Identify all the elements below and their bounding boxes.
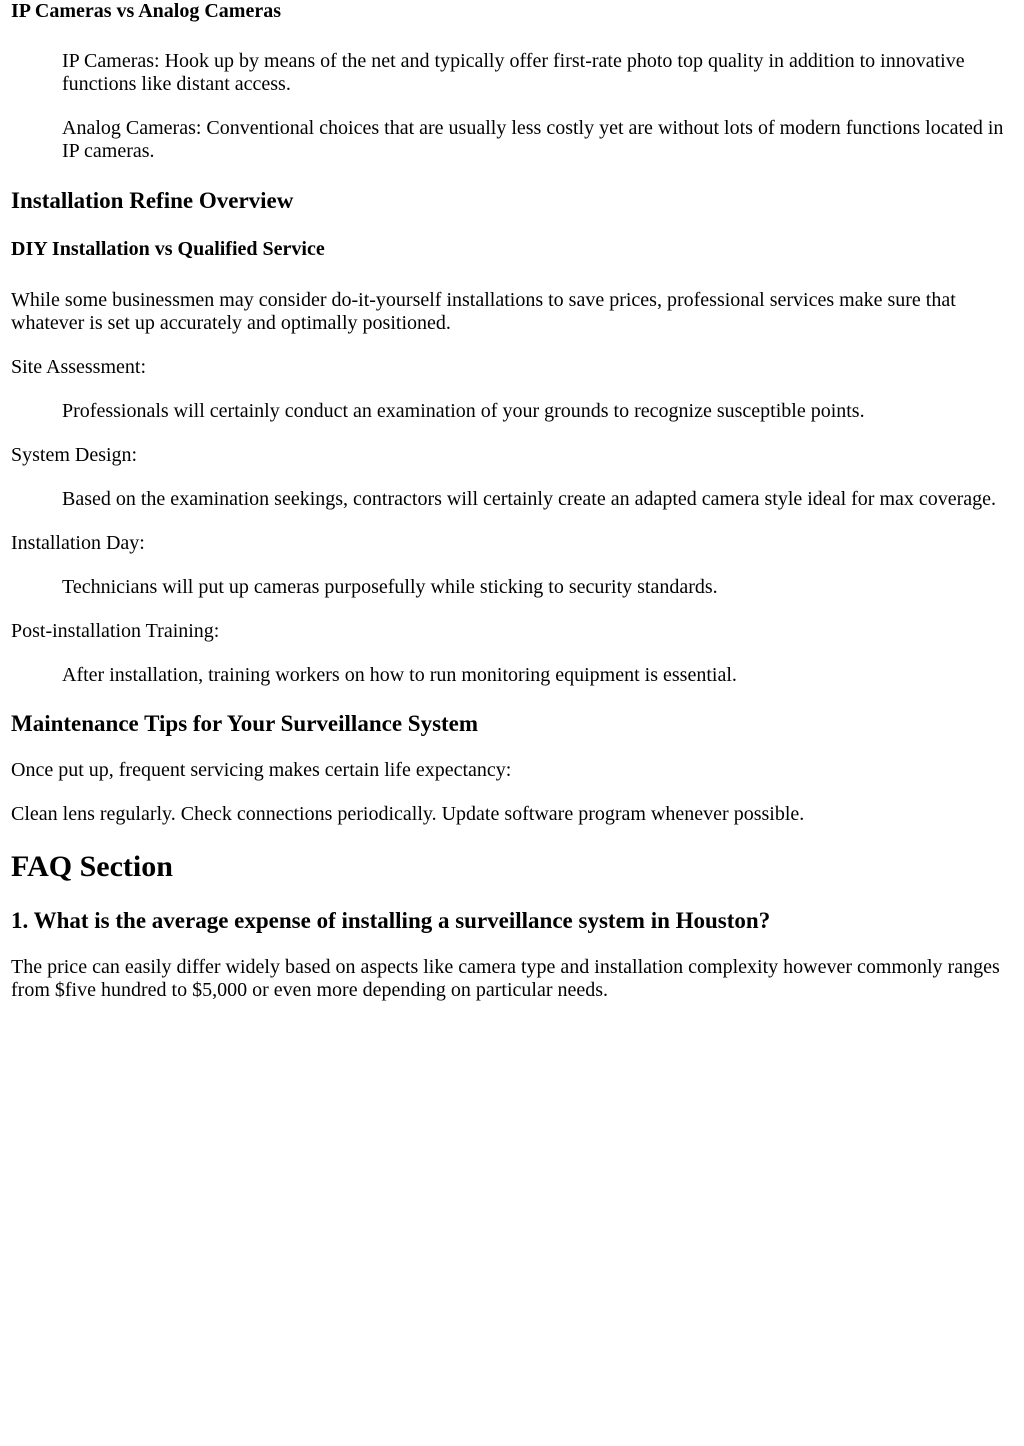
ip-cameras-item: IP Cameras: Hook up by means of the net and typically offer first-rate photo top quality in addition to innovative functions like distant access.: [62, 50, 965, 95]
installation-intro: While some businessmen may consider do-it-yourself installations to save prices, professional services make sure that whatever is set up accurately and optimally positioned.: [11, 289, 956, 334]
step-term-site-assessment: Site Assessment:: [11, 356, 147, 378]
maintenance-heading: Maintenance Tips for Your Surveillance System: [11, 711, 479, 736]
diy-vs-qualified-heading: DIY Installation vs Qualified Service: [11, 238, 325, 260]
faq-question-1: 1. What is the average expense of installing a surveillance system in Houston?: [11, 908, 771, 933]
maintenance-intro: Once put up, frequent servicing makes certain life expectancy:: [11, 759, 512, 781]
analog-cameras-item: Analog Cameras: Conventional choices that are usually less costly yet are without lots of modern functions located in IP cameras.: [62, 117, 1004, 162]
maintenance-tips: Clean lens regularly. Check connections periodically. Update software program whenever possible.: [11, 803, 805, 825]
step-term-system-design: System Design:: [11, 444, 138, 466]
step-term-post-installation: Post-installation Training:: [11, 620, 220, 642]
ip-vs-analog-heading: IP Cameras vs Analog Cameras: [11, 0, 281, 22]
step-desc-post-installation: After installation, training workers on how to run monitoring equipment is essential.: [62, 664, 737, 686]
step-term-installation-day: Installation Day:: [11, 532, 145, 554]
faq-answer-1: The price can easily differ widely based on aspects like camera type and installation complexity however commonly ranges from $five hundred to $5,000 or even more depending on particular needs.: [11, 956, 1000, 1001]
step-desc-site-assessment: Professionals will certainly conduct an examination of your grounds to recognize susceptible points.: [62, 400, 865, 422]
installation-heading: Installation Refine Overview: [11, 188, 294, 213]
step-desc-installation-day: Technicians will put up cameras purposefully while sticking to security standards.: [62, 576, 718, 598]
step-desc-system-design: Based on the examination seekings, contractors will certainly create an adapted camera style ideal for max coverage.: [62, 488, 997, 510]
faq-heading: FAQ Section: [11, 850, 173, 883]
